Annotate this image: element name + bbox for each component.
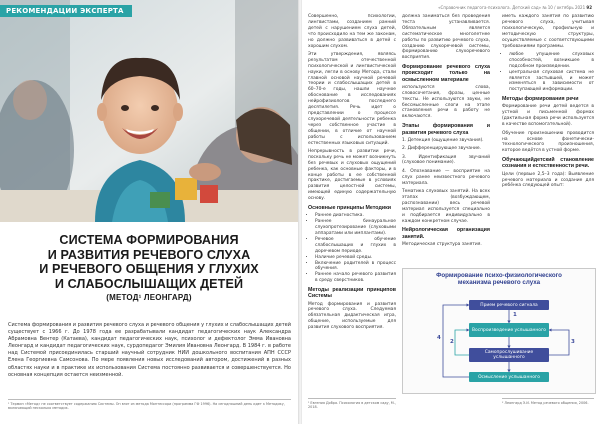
diagram-step-number: 1: [513, 312, 517, 318]
diagram-box: Осмысление услышанного: [469, 372, 549, 382]
left-page: [0, 0, 298, 424]
intro-paragraph: Система формирования и развития речевого слуха и речевого общения у глухих и слабослышащих детей существует с 1966 г. До 1978 года ее разрабатывали кандидат педагогических наук Александра Абрамовна Вентер (Катаева), кандидат педагогических наук, психолог и дефектолог Эмма Ивановна Леонгард и кандидат педагогических наук, сурдопедагог Эмилия Ивановна Леонгард. В 1984 г. в работе над Системой присоединилась старший научный сотрудник НИИ дошкольного воспитания АПН СССР Елена Георгиевна Самсонова. По мере появления новых исследований автором, достижений в разных областях науки и в практике их использования Система постоянно развивается и совершенствуется. Но основная концепция остается неизменной.: [8, 322, 291, 378]
section-heading: Этапы формирования и развития речевого слуха: [402, 123, 490, 136]
article-headline: [14, 233, 284, 302]
body-paragraph: Непрерывность в развитии речи, поскольку речь не может возникнуть без речевых и слуховых ощущений ребенка, как основные факторы, и в конце работы в ее собственной практике, достигаемые в условиях развития целостной системы, имеющей единую содержательную основу.: [308, 148, 396, 202]
bullet-item: • Речевое обучение слабослышащих и глухих в доречевом периоде.: [315, 237, 396, 255]
bullet-list: [502, 52, 594, 93]
section-heading: Основные принципы Методики: [308, 205, 391, 212]
section-heading: Методы формирования речи: [502, 96, 579, 103]
body-paragraph: Обучение произношению проводится на основе фонетически-технологического произношения, которое ведётся в устной форме.: [502, 130, 594, 154]
body-paragraph: 1. Детекция (ощущение звучания).: [402, 137, 484, 143]
body-paragraph: иметь каждого занятия по развитию речевого слуха, учитывая психологическую, профильную и методическую структуры, осуществляемые с соответствующими требованиями программы.: [502, 14, 594, 49]
footnote: ¹ Евгения Добра. Психология в детском саду, М., 2018.: [308, 398, 396, 410]
diagram-step-number: 3: [571, 339, 575, 345]
body-paragraph: Тематика слуховых занятий. На всех этапах (возбуждающем, распознавании) весь речевой материал используется специально и подбирается индивидуально в каждом конкретном случае.: [402, 189, 490, 224]
body-paragraph: Метод формирования и развития речевого слуха. Следуемая обязательная дидактическая игра, общение, используемые для развития слухового восприятия.: [308, 301, 396, 331]
running-head: [438, 5, 592, 10]
article-subheadline: (МЕТОД¹ ЛЕОНГАРД): [106, 293, 192, 303]
headline-line: И СЛАБОСЛЫШАЩИХ ДЕТЕЙ: [54, 276, 244, 291]
footnote: ² Леонгард Э.И. Метод речевого общения, 2006.: [502, 398, 594, 405]
bullet-item: • Раннее диагностика.: [315, 213, 396, 219]
bullet-item: • Раннее начало речевого развития в среду сверстников.: [315, 272, 396, 284]
bullet-item: • Включение родителей в процесс обучения.: [315, 261, 396, 273]
text-column-2: [402, 14, 490, 250]
text-column-3: [502, 14, 594, 192]
bullet-list: [308, 213, 396, 284]
right-page: [302, 0, 600, 424]
footnote: ¹ Термин «Метод» не соответствует содержанию Системы. Он взят из метода Монтессори (программа ГФ 1996). На сегодняшний день идет к Методику, включающий несколько методик.: [8, 399, 291, 411]
body-paragraph: 2. Дифференцирующее звучание.: [402, 146, 481, 152]
body-paragraph: Методическая структура занятия.: [402, 241, 482, 247]
diagram-box: Самопрослушивание услышанного: [469, 348, 549, 362]
diagram-box: Воспроизведение услышанного: [469, 323, 549, 337]
section-heading: Нейрологическая организация занятий.: [402, 227, 490, 240]
body-paragraph: Совершенно, психологии, лингвистами, созданием ранний детей с нарушением слуха детей, что происходило на тем же законам, но должно развиваться в детей с хорошим слухом.: [308, 14, 396, 49]
bullet-item: • Раннее бинауральное слухопротезирование (слуховыми аппаратами или имплантами).: [315, 219, 396, 237]
body-paragraph: Цели (первые 2,5–3 года): Выявление речевого материала и создание для ребёнка следующей опыт:: [502, 171, 594, 189]
body-paragraph: 3. Идентификация звучаний (слуховое понимание).: [402, 154, 490, 166]
diagram-title: [407, 272, 591, 286]
section-heading: Обучающийдетский становление сознания и естественности речи.: [502, 157, 594, 170]
body-paragraph: 4. Опознавание — восприятие на слух ранее неизвестного речевого материала.: [402, 168, 490, 186]
body-paragraph: должна заниматься без проведения теста устанавливается. Обязательным является систематическое многолетнее работы по развитию речевого слуха, созданию слухоречевой системы, формированию слухоречевого восприятия.: [402, 14, 490, 61]
body-paragraph: Формирование речи детей ведется в устной и письменной формах (дактильная форма речи используется в качестве вспомогательной).: [502, 104, 594, 128]
section-heading: Формирование речевого слуха происходит только на осмысленном материале: [402, 64, 490, 83]
section-heading: Методы реализации принципов Системы: [308, 287, 396, 300]
bullet-item: • любое упущение слуховых способностей, возникшее в подсобном произведении.: [509, 52, 594, 70]
running-head-title: «Справочник педагога-психолога. Детский сад» № 10 / октябрь 2021: [438, 5, 586, 10]
mechanism-diagram: [402, 268, 596, 394]
cover-photo: [0, 0, 298, 222]
diagram-title-line: механизма речевого слуха: [457, 279, 541, 287]
bullet-item: • Наличие речевой среды.: [315, 255, 396, 261]
headline-line: СИСТЕМА ФОРМИРОВАНИЯ: [59, 233, 239, 247]
diagram-box: Прием речевого сигнала: [469, 300, 549, 310]
diagram-title-line: Формирование психо-физиологического: [436, 272, 562, 279]
section-tag: РЕКОМЕНДАЦИИ ЭКСПЕРТА: [0, 5, 132, 17]
page-number: 92: [586, 5, 592, 10]
body-paragraph: Эти утверждения, являясь результатом отечественной психологической и лингвистической науки, легли в основу Метода, стали главной основой научной речевой теории и слабослышащих детей в 60–70-е годы, нашли научное обоснование в исследованиях нейрофизиологов последнего десятилетия. Речь идет о представлении о процессе слухоречевой деятельности ребенка через собственное участие в общении, в отличие от научной работы с использованием естественных языковых ситуаций.: [308, 51, 396, 146]
diagram-step-number: 4: [437, 335, 441, 341]
bullet-item: • центральная слуховая система не является застывшей, и может изменяться в зависимости от поступающей информации.: [509, 70, 594, 94]
text-column-1: [308, 14, 396, 334]
headline-line: И РЕЧЕВОГО ОБЩЕНИЯ У ГЛУХИХ: [39, 262, 259, 277]
body-paragraph: используются слова, словосочетания, фразы, ценные тексты. Не используются звуки, не бессмысленные слоги на этапе становления речи в работу не включаются.: [402, 84, 490, 120]
headline-line: И РАЗВИТИЯ РЕЧЕВОГО СЛУХА: [47, 247, 251, 262]
diagram-step-number: 2: [450, 339, 454, 345]
